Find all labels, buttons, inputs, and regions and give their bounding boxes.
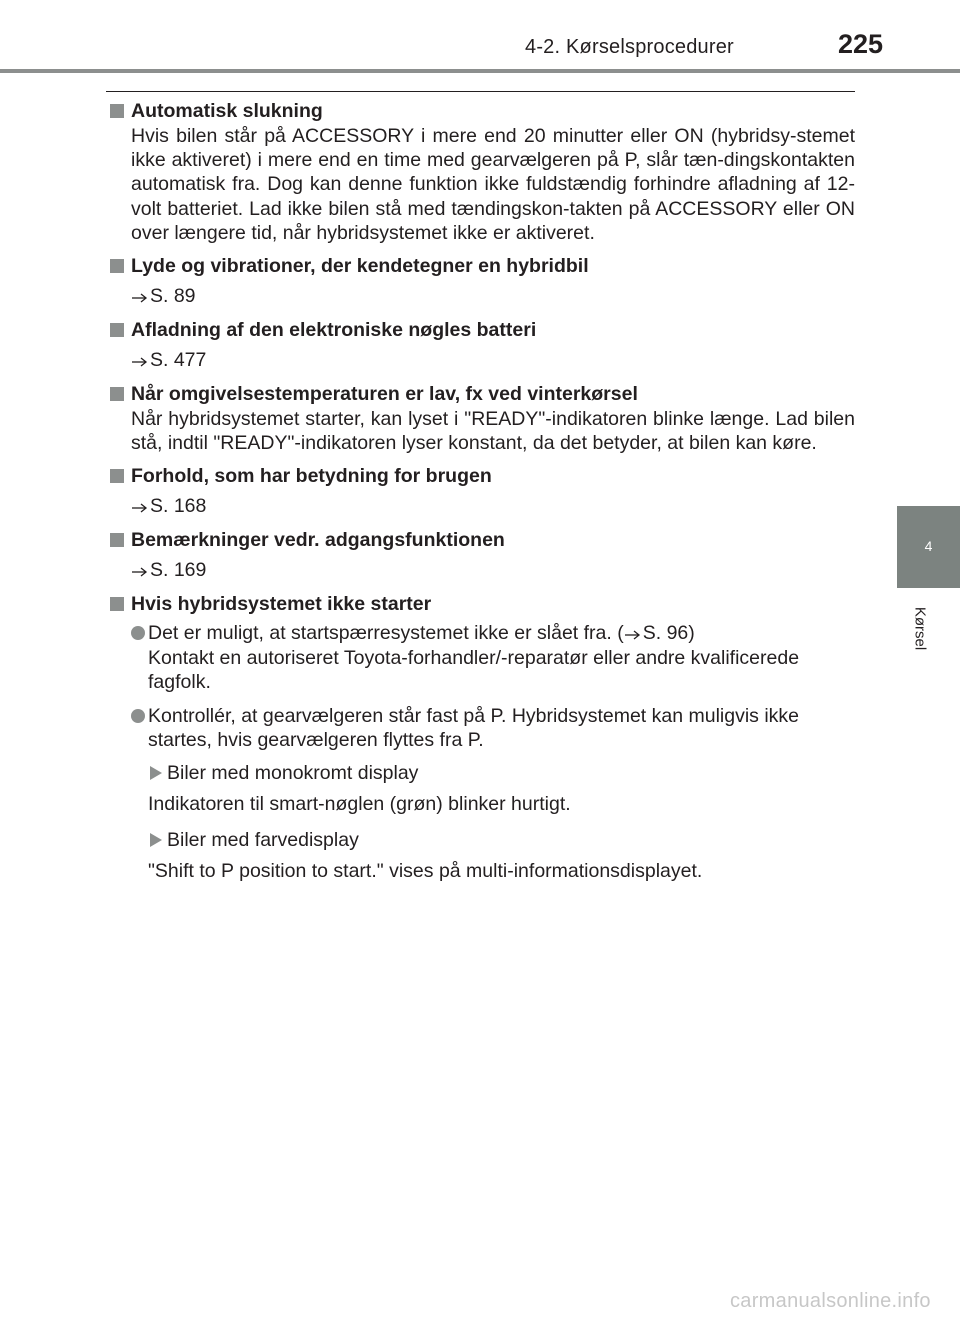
sub-list-item bbox=[148, 827, 855, 853]
section-heading bbox=[110, 527, 855, 553]
square-icon bbox=[110, 104, 124, 118]
watermark: carmanualsonline.info bbox=[730, 1290, 931, 1312]
square-icon bbox=[110, 387, 124, 401]
arrow-right-icon bbox=[131, 501, 149, 513]
page-reference-text: S. 169 bbox=[150, 559, 207, 582]
section-low-temperature bbox=[110, 381, 855, 455]
section-body: Hvis bilen står på ACCESSORY i mere end 20 minutter eller ON (hybridsy-stemet ikke aktiveret) i mere end en time med gearvælgeren på P, slår tæn-dingskontakten automatisk fra. Dog kan denne funktion ikke fuldstændig forhindre afladning af 12-volt batteriet. Lad ikke bilen stå med tændingskon-takten på ACCESSORY eller ON over længere tid, når hybridsystemet ikke er aktiveret. bbox=[131, 125, 855, 244]
section-access-function bbox=[110, 527, 855, 583]
triangle-right-icon bbox=[150, 766, 162, 780]
page-reference-text: S. 96) bbox=[642, 622, 695, 645]
section-title: Forhold, som har betydning for brugen bbox=[131, 465, 492, 488]
section-title: Når omgivelsestemperaturen er lav, fx ved vinterkørsel bbox=[131, 383, 638, 406]
chapter-tab-number: 4 bbox=[924, 538, 933, 554]
page-reference-text: S. 89 bbox=[150, 285, 196, 308]
content-top-rule bbox=[106, 91, 855, 92]
arrow-right-icon bbox=[131, 355, 149, 367]
section-title: Bemærkninger vedr. adgangsfunktionen bbox=[131, 529, 505, 552]
section-heading bbox=[110, 463, 855, 489]
triangle-right-icon bbox=[150, 833, 162, 847]
sub-list-label: Biler med monokromt display bbox=[167, 762, 419, 785]
list-item-text: Kontrollér, at gearvælgeren står fast på P. Hybridsystemet kan muligvis ikke startes, hvis gearvælgeren flyttes fra P. bbox=[148, 705, 800, 752]
page-reference-text: S. 168 bbox=[150, 495, 207, 518]
page-reference-link[interactable] bbox=[131, 493, 855, 519]
arrow-right-icon bbox=[131, 291, 149, 303]
section-title: Afladning af den elektroniske nøgles batteri bbox=[131, 319, 537, 342]
page-content bbox=[110, 98, 855, 891]
page-reference-link[interactable] bbox=[624, 622, 695, 644]
section-title: Hvis hybridsystemet ikke starter bbox=[131, 593, 432, 616]
section-heading bbox=[110, 591, 855, 617]
section-auto-shutoff bbox=[110, 98, 855, 245]
section-heading bbox=[110, 98, 855, 124]
header-divider bbox=[0, 69, 960, 73]
square-icon bbox=[110, 323, 124, 337]
section-title: Lyde og vibrationer, der kendetegner en hybridbil bbox=[131, 255, 589, 278]
sub-list-text: "Shift to P position to start." vises på multi-informationsdisplayet. bbox=[148, 859, 703, 882]
list-item-text: Det er muligt, at startspærresystemet ikke er slået fra. ( bbox=[148, 622, 624, 645]
square-icon bbox=[110, 259, 124, 273]
section-title: Automatisk slukning bbox=[131, 100, 323, 122]
page-reference-text: S. 477 bbox=[150, 349, 207, 372]
square-icon bbox=[110, 469, 124, 483]
sub-list-item bbox=[148, 760, 855, 786]
section-sounds-vibrations bbox=[110, 253, 855, 309]
list-item bbox=[131, 621, 855, 694]
section-body: Når hybridsystemet starter, kan lyset i "READY"-indikatoren blinke længe. Lad bilen stå, indtil "READY"-indikatoren lyser konstant, da det betyder, at bilen kan køre. bbox=[131, 408, 855, 455]
square-icon bbox=[110, 597, 124, 611]
page-reference-link[interactable] bbox=[131, 347, 855, 373]
chapter-side-label bbox=[910, 600, 932, 660]
chapter-tab[interactable] bbox=[897, 506, 960, 588]
list-item-line bbox=[148, 621, 855, 645]
page-reference-link[interactable] bbox=[131, 557, 855, 583]
page-reference-link[interactable] bbox=[131, 283, 855, 309]
section-heading bbox=[110, 253, 855, 279]
list-item-text: Kontakt en autoriseret Toyota-forhandler/-reparatør eller andre kvalificerede fagfolk. bbox=[148, 646, 800, 693]
sub-list-label: Biler med farvedisplay bbox=[167, 828, 359, 851]
chapter-side-label-text: Kørsel bbox=[911, 606, 929, 651]
page-header bbox=[0, 0, 960, 76]
list-item bbox=[131, 704, 855, 752]
section-hybrid-not-starting bbox=[110, 591, 855, 882]
section-heading bbox=[110, 381, 855, 407]
arrow-right-icon bbox=[131, 565, 149, 577]
arrow-right-icon bbox=[624, 628, 642, 640]
square-icon bbox=[110, 533, 124, 547]
circle-bullet-icon bbox=[131, 709, 145, 723]
section-usage-conditions bbox=[110, 463, 855, 519]
section-key-battery bbox=[110, 317, 855, 373]
section-heading bbox=[110, 317, 855, 343]
circle-bullet-icon bbox=[131, 626, 145, 640]
page-number: 225 bbox=[838, 29, 884, 59]
sub-list-text: Indikatoren til smart-nøglen (grøn) blinker hurtigt. bbox=[148, 793, 571, 816]
chapter-title: 4-2. Kørselsprocedurer bbox=[525, 36, 734, 58]
